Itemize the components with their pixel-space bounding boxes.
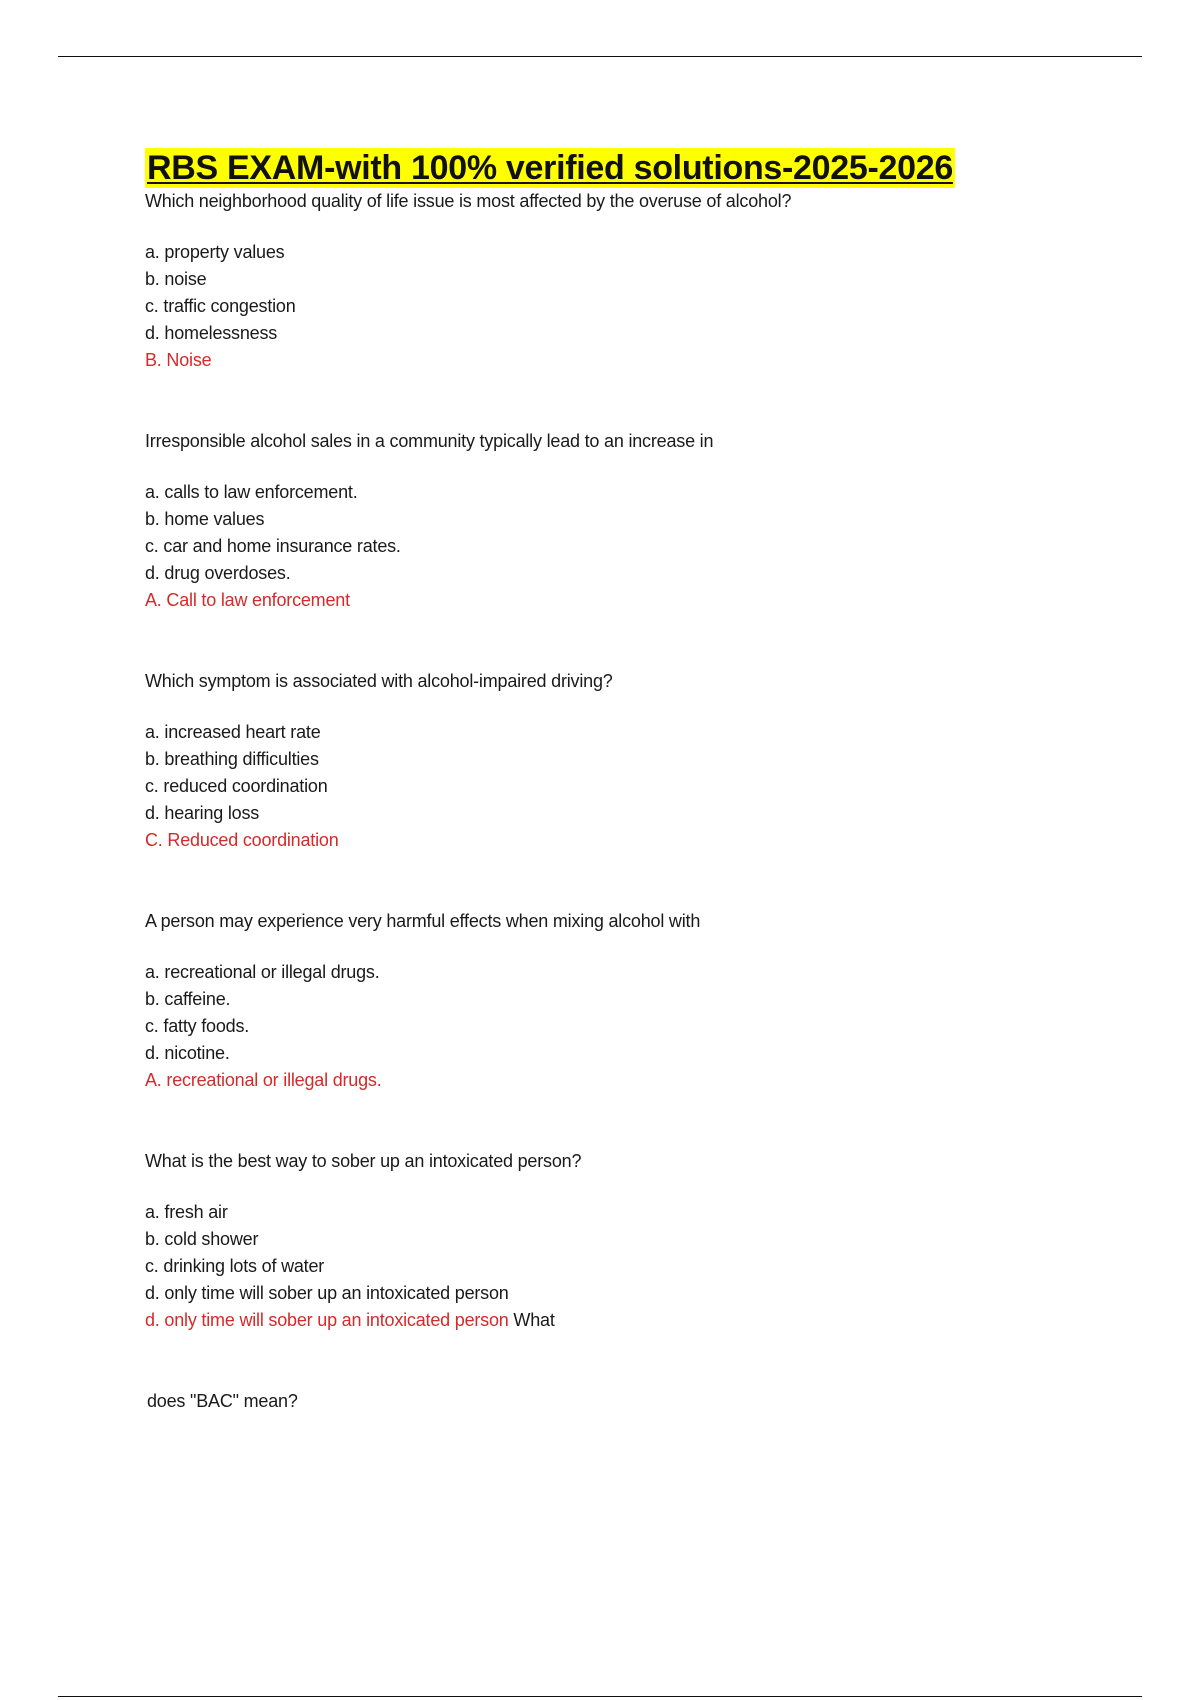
question-block-4 (145, 908, 1045, 1094)
question-block-1 (145, 188, 1045, 374)
question-block-5 (145, 1148, 1045, 1334)
footer-rule (58, 1696, 1142, 1697)
document-body (145, 148, 1045, 1415)
spacer (145, 374, 1045, 428)
question-text: Which symptom is associated with alcohol-impaired driving? (145, 671, 613, 691)
option-item: a. recreational or illegal drugs. (145, 962, 380, 982)
option-item: a. property values (145, 242, 285, 262)
answer-text: A. recreational or illegal drugs. (145, 1070, 382, 1090)
option-item: a. calls to law enforcement. (145, 482, 358, 502)
options-list (145, 959, 1045, 1067)
options-list (145, 719, 1045, 827)
question-block-2 (145, 428, 1045, 614)
option-item: b. cold shower (145, 1229, 259, 1249)
option-item: c. car and home insurance rates. (145, 536, 401, 556)
option-item: b. breathing difficulties (145, 749, 319, 769)
option-item: c. drinking lots of water (145, 1256, 325, 1276)
option-item: b. noise (145, 269, 207, 289)
answer-line (145, 1307, 1045, 1334)
answer-text: A. Call to law enforcement (145, 590, 350, 610)
answer-text: d. only time will sober up an intoxicated person (145, 1310, 509, 1330)
question-text-continued: does "BAC" mean? (147, 1391, 298, 1411)
option-item: d. drug overdoses. (145, 563, 291, 583)
question-block-3 (145, 668, 1045, 854)
next-question-start: What (513, 1310, 555, 1330)
answer-text: B. Noise (145, 350, 212, 370)
option-item: d. nicotine. (145, 1043, 230, 1063)
option-item: d. homelessness (145, 323, 278, 343)
question-text: What is the best way to sober up an intoxicated person? (145, 1151, 582, 1171)
option-item: a. fresh air (145, 1202, 228, 1222)
document-title: RBS EXAM-with 100% verified solutions-2025-2026 (147, 149, 953, 187)
option-item: c. reduced coordination (145, 776, 328, 796)
options-list (145, 479, 1045, 587)
answer-text: C. Reduced coordination (145, 830, 339, 850)
question-text: A person may experience very harmful effects when mixing alcohol with (145, 911, 701, 931)
option-item: a. increased heart rate (145, 722, 321, 742)
spacer (145, 1334, 1045, 1388)
option-item: b. home values (145, 509, 265, 529)
options-list (145, 239, 1045, 347)
options-list (145, 1199, 1045, 1307)
option-item: c. traffic congestion (145, 296, 296, 316)
spacer (145, 1094, 1045, 1148)
spacer (145, 854, 1045, 908)
question-text: Irresponsible alcohol sales in a community typically lead to an increase in (145, 431, 714, 451)
option-item: d. hearing loss (145, 803, 260, 823)
option-item: d. only time will sober up an intoxicated person (145, 1283, 509, 1303)
option-item: b. caffeine. (145, 989, 231, 1009)
header-rule (58, 56, 1142, 57)
option-item: c. fatty foods. (145, 1016, 250, 1036)
question-text: Which neighborhood quality of life issue is most affected by the overuse of alcohol? (145, 191, 792, 211)
spacer (145, 614, 1045, 668)
